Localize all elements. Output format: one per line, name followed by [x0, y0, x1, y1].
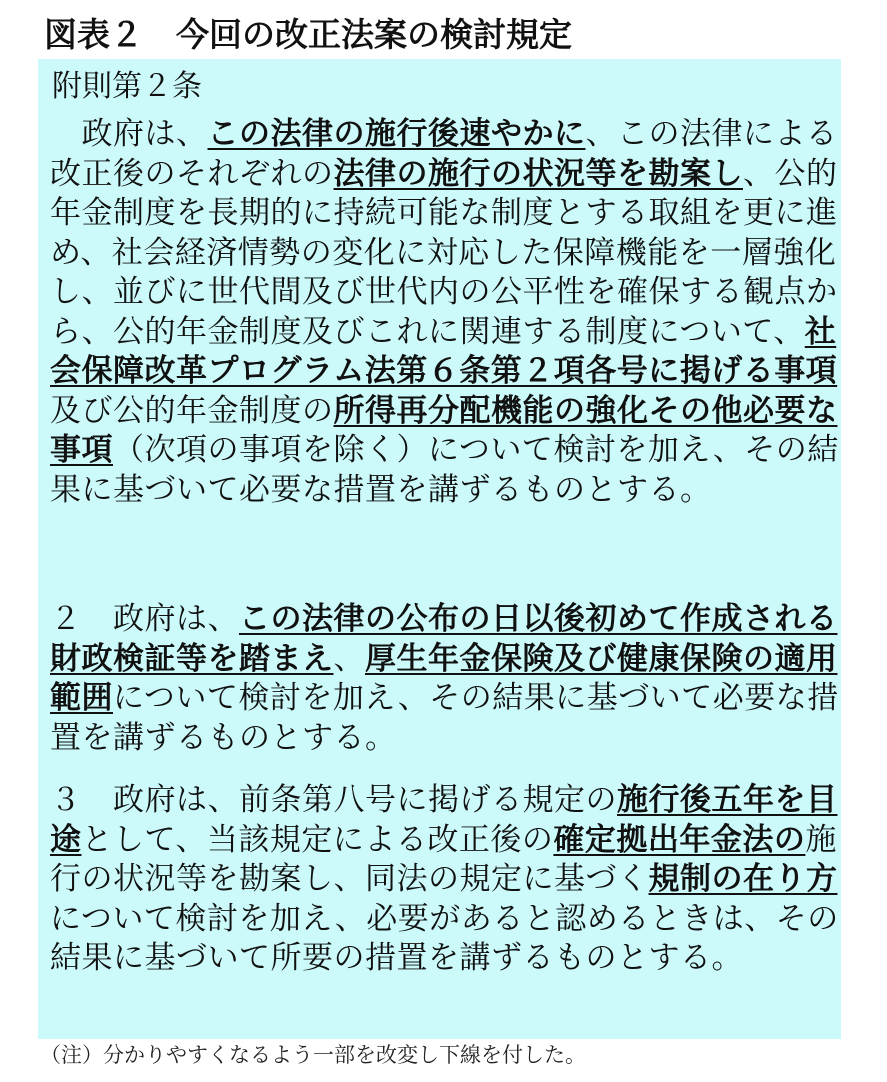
- text-segment: として、当該規定による改正後の: [81, 821, 554, 858]
- text-segment: （次項の事項を除く）について検討を加え、その結果に基づいて必要な措置を講ずるものとする。: [50, 432, 839, 508]
- paragraph-3: [50, 781, 842, 979]
- text-segment: 、この法律による改正後のそれぞれの: [50, 116, 838, 192]
- paragraph-2: [50, 600, 842, 758]
- footnote: （注）分かりやすくなるよう一部を改変し下線を付した。: [40, 1043, 586, 1067]
- text-segment: 、: [333, 640, 365, 677]
- text-segment: ２ 政府は、: [50, 601, 239, 637]
- text-segment: について検討を加え、必要があると認めるときは、その結果に基づいて所要の措置を講ずるものとする。: [50, 900, 839, 976]
- provision-box: [38, 59, 841, 1039]
- underlined-phrase: 厚生年金保険及び健康保険の適用範囲: [50, 640, 838, 716]
- text-segment: ３ 政府は、前条第八号に掲げる規定の: [50, 782, 617, 818]
- underlined-phrase: 確定拠出年金法の: [553, 821, 806, 858]
- underlined-phrase: 規制の在り方: [648, 861, 838, 897]
- underlined-phrase: 法律の施行の状況等を勘案し: [333, 155, 743, 192]
- paragraph-1: [50, 115, 842, 510]
- underlined-phrase: 所得再分配機能の強化その他必要な事項: [50, 392, 838, 468]
- text-segment: 政府は、: [50, 116, 208, 152]
- underlined-phrase: この法律の施行後速やかに: [207, 116, 586, 152]
- article-heading: 附則第２条: [52, 69, 202, 104]
- underlined-phrase: この法律の公布の日以後初めて作成される財政検証等を踏まえ: [50, 601, 838, 677]
- text-segment: 、公的年金制度を長期的に持続可能な制度とする取組を更に進め、社会経済情勢の変化に対応した保障機能を一層強化し、並びに世代間及び世代内の公平性を確保する観点から、公的年金制度及びこれに関連する制度について、: [50, 155, 838, 350]
- underlined-phrase: 社会保障改革プログラム法第６条第２項各号に掲げる事項: [50, 313, 838, 389]
- underlined-phrase: 施行後五年を目途: [50, 782, 838, 858]
- figure-title: 図表２ 今回の改正法案の検討規定: [44, 15, 572, 54]
- text-segment: 施行の状況等を勘案し、同法の規定に基づく: [50, 821, 837, 897]
- text-segment: 及び公的年金制度の: [50, 392, 334, 429]
- text-segment: について検討を加え、その結果に基づいて必要な措置を講ずるものとする。: [50, 680, 839, 756]
